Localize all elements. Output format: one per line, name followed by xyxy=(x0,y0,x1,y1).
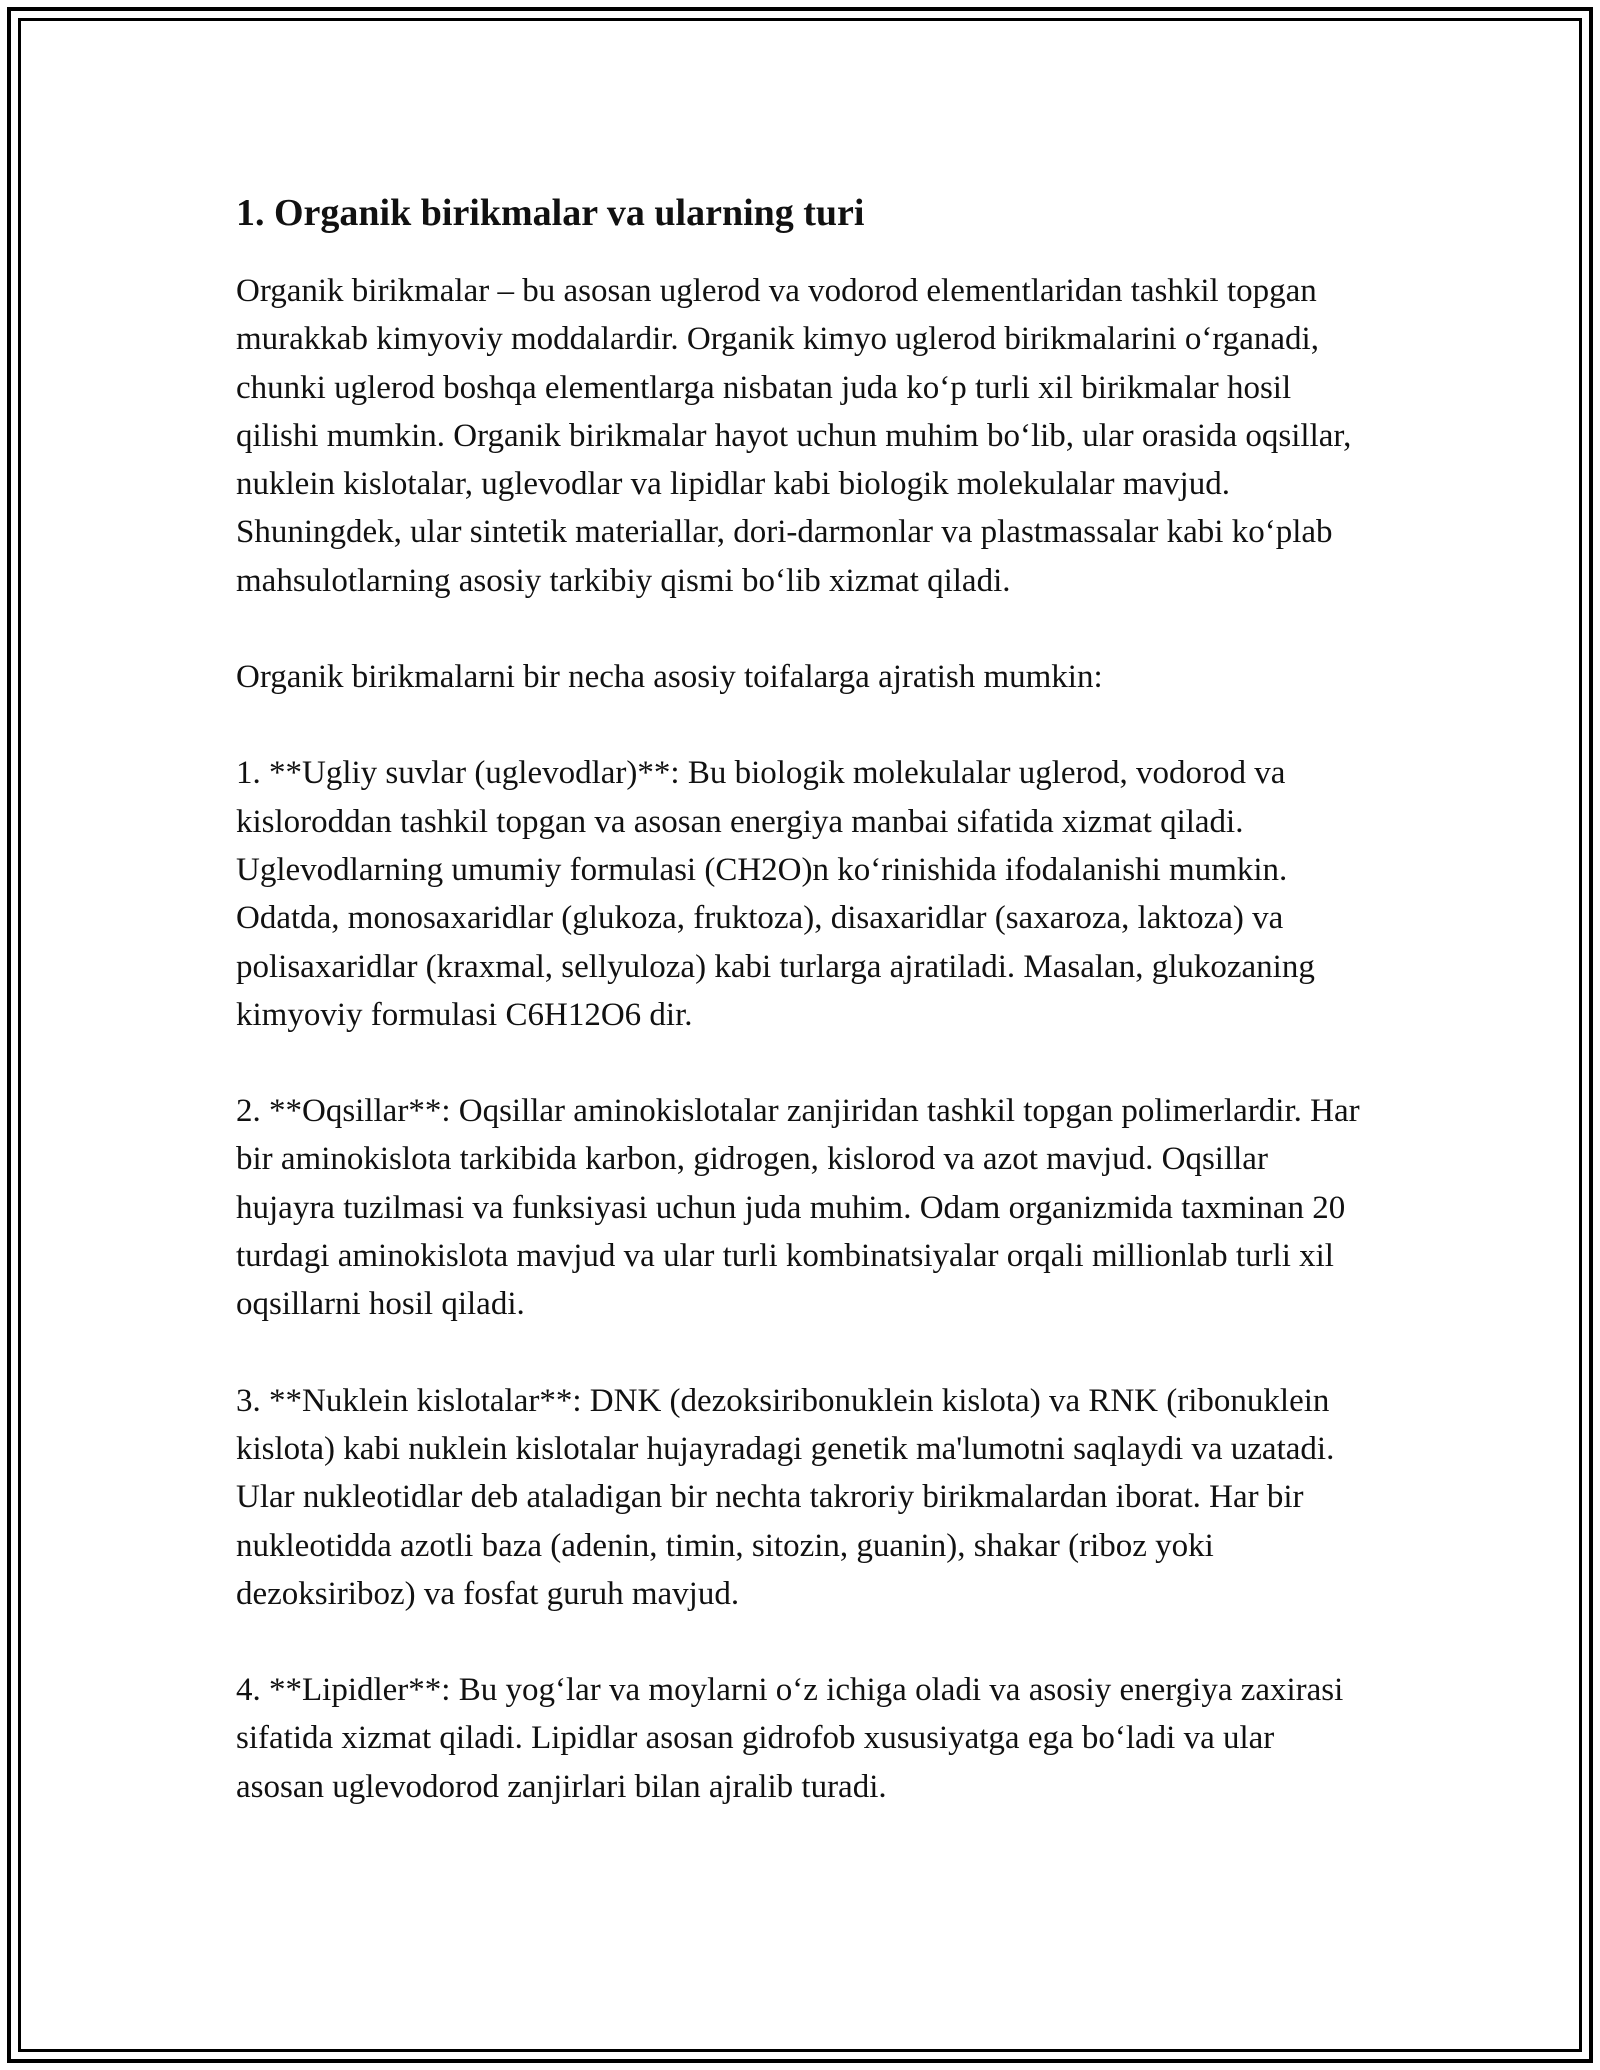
document-body xyxy=(236,185,1366,1811)
intro-paragraph: Organik birikmalar – bu asosan uglerod va vodorod elementlaridan tashkil topgan murakkab kimyoviy moddalardir. Organik kimyo uglerod birikmalarini o‘rganadi, chunki uglerod boshqa elementlarga nisbatan juda ko‘p turli xil birikmalar hosil qilishi mumkin. Organik birikmalar hayot uchun muhim bo‘lib, ular orasida oqsillar, nuklein kislotalar, uglevodlar va lipidlar kabi biologik molekulalar mavjud. Shuningdek, ular sintetik materiallar, dori-darmonlar va plastmassalar kabi ko‘plab mahsulotlarning asosiy tarkibiy qismi bo‘lib xizmat qiladi. xyxy=(236,273,1352,599)
list-item-proteins: 2. **Oqsillar**: Oqsillar aminokislotalar zanjiridan tashkil topgan polimerlardir. Har bir aminokislota tarkibida karbon, gidrogen, kislorod va azot mavjud. Oqsillar hujayra tuzilmasi va funksiyasi uchun juda muhim. Odam organizmida taxminan 20 turdagi aminokislota mavjud va ular turli kombinatsiyalar orqali millionlab turli xil oqsillarni hosil qiladi. xyxy=(236,1093,1360,1323)
categories-intro-paragraph: Organik birikmalarni bir necha asosiy toifalarga ajratish mumkin: xyxy=(236,659,1103,696)
list-item-nucleic-acids: 3. **Nuklein kislotalar**: DNK (dezoksiribonuklein kislota) va RNK (ribonuklein kislota) kabi nuklein kislotalar hujayradagi genetik ma'lumotni saqlaydi va uzatadi. Ular nukleotidlar deb ataladigan bir nechta takroriy birikmalardan iborat. Har bir nukleotidda azotli baza (adenin, timin, sitozin, guanin), shakar (riboz yoki dezoksiriboz) va fosfat guruh mavjud. xyxy=(236,1382,1335,1612)
list-item-carbohydrates: 1. **Ugliy suvlar (uglevodlar)**: Bu biologik molekulalar uglerod, vodorod va kisloroddan tashkil topgan va asosan energiya manbai sifatida xizmat qiladi. Uglevodlarning umumiy formulasi (CH2O)n ko‘rinishida ifodalanishi mumkin. Odatda, monosaxaridlar (glukoza, fruktoza), disaxaridlar (saxaroza, laktoza) va polisaxaridlar (kraxmal, sellyuloza) kabi turlarga ajratiladi. Masalan, glukozaning kimyoviy formulasi C6H12O6 dir. xyxy=(236,755,1315,1033)
document-title: 1. Organik birikmalar va ularning turi xyxy=(236,192,865,234)
list-item-lipids: 4. **Lipidler**: Bu yog‘lar va moylarni o‘z ichiga oladi va asosiy energiya zaxirasi sifatida xizmat qiladi. Lipidlar asosan gidrofob xususiyatga ega bo‘ladi va ular asosan uglevodorod zanjirlari bilan ajralib turadi. xyxy=(236,1672,1344,1805)
